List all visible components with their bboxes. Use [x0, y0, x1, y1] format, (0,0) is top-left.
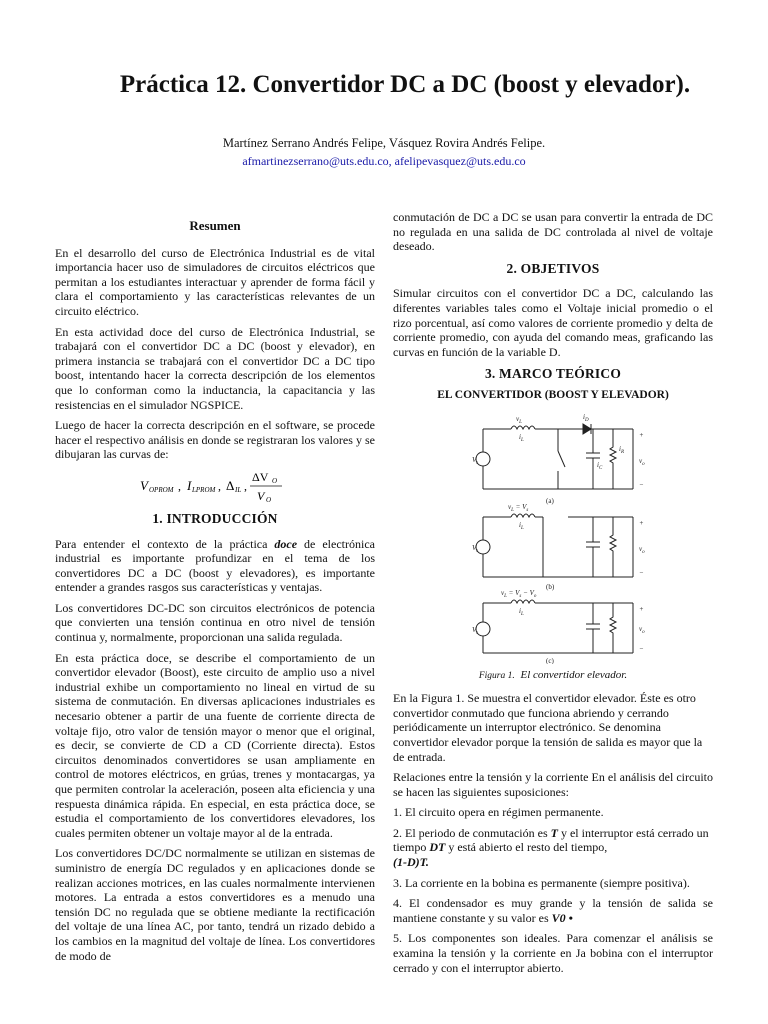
intro-paragraph: Para entender el contexto de la práctica doce de electrónica industrial es importante profundizar en el tema de los convertidores DC a DC (boost y elevadores), es importante entender a grandes rasgos sus características y ventajas.: [55, 536, 375, 595]
section-heading-introduccion: 1. INTRODUCCIÓN: [152, 510, 278, 526]
section-heading-objetivos: 2. OBJETIVOS: [506, 260, 600, 276]
formula-i: I: [187, 477, 192, 493]
resumen-paragraph: En esta actividad doce del curso de Electrónica Industrial, se trabajará con el convertidor DC a DC (boost y elevador), en primera instancia se trabajará con el convertidor DC a DC tipo boost, intentando hacer la correcta descripción de los elementos que lo conforman como la inductancia, la capacitancia y las resistencias en el simulador NGSPICE.: [55, 324, 375, 412]
formula-v: V: [140, 477, 148, 493]
svg-text:iL: $i_L$: [519, 520, 524, 531]
label-c: (c): [546, 656, 554, 664]
subsection-heading: EL CONVERTIDOR (BOOST Y ELEVADOR): [437, 388, 669, 401]
switch-a: [558, 451, 565, 467]
svg-text:vo: $v_o$: [639, 456, 645, 467]
inductor-a: [511, 426, 535, 429]
assumption-item: 3. La corriente en la bobina es permanente (siempre positiva).: [393, 875, 690, 890]
svg-text:iL: $i_L$: [519, 606, 524, 617]
svg-text:+: +: [639, 430, 644, 439]
svg-text:iR: $i_R$: [619, 444, 625, 455]
figure-caption: [393, 668, 713, 684]
right-column: [393, 210, 713, 981]
svg-text:vo: $v_o$: [639, 544, 645, 555]
svg-text:vL = Vs − Vo: $v_L = V_s - V_o$: [501, 588, 537, 599]
section-heading-marco-teorico: 3. MARCO TEÓRICO: [484, 366, 622, 382]
paper-title: Práctica 12. Convertidor DC a DC (boost y elevador).: [119, 71, 691, 98]
svg-text:,: ,: [178, 478, 181, 493]
formula-delta: Δ: [226, 477, 235, 493]
label-a: (a): [546, 496, 554, 505]
svg-text:vL = Vs: $v_L = V_s$: [508, 502, 529, 513]
resistor-a: [610, 429, 616, 489]
formula-v-sub: OPROM: [149, 485, 174, 494]
svg-text:,: ,: [244, 478, 247, 493]
svg-text:+: +: [639, 518, 644, 527]
continued-paragraph: conmutación de DC a DC se usan para convertir la entrada de DC no regulada en una salida de DC controlada al nivel de voltaje deseado.: [393, 210, 713, 254]
body-paragraph: Relaciones entre la tensión y la corriente En el análisis del circuito se hacen las siguientes suposiciones:: [393, 770, 713, 799]
circuit-c: [476, 600, 633, 653]
formula-delta-sub: IL: [235, 485, 242, 494]
author-emails[interactable]: afmartinezserrano@uts.edu.co, afelipevasquez@uts.edu.co: [242, 154, 526, 168]
svg-text:+: +: [639, 604, 644, 613]
formula-svg: [140, 468, 290, 504]
svg-text:Vs: $V_s$: [472, 455, 479, 466]
svg-text:Vs: $V_s$: [472, 625, 479, 636]
intro-paragraph: En esta práctica doce, se describe el comportamiento de un convertidor elevador (Boost), este circuito de amplio uso a nivel industrial exhibe un comportamiento no lineal en virtud de su sistema de conmutación. En diversas aplicaciones industriales es necesario obtener a partir de una fuente de corriente directa de voltaje fijo, otro valor de tensión mayor o menor que el original, es decir, se convierte de CD a CD (Corriente directa). Estos circuitos denominados convertidores se usan ampliamente en control de motores eléctricos, en grúas, trenes y montacargas, ya que permiten controlar la aceleración, poseen alta eficiencia y una respuesta dinámica rápida. En especial, en esta práctica doce, se estudia el comportamiento de los convertidores elevadores, los cuales permiten obtener un voltaje mayor al de la entrada.: [55, 650, 375, 840]
svg-text:vo: $v_o$: [639, 624, 645, 635]
label-b: (b): [546, 582, 555, 591]
diode-a: [583, 424, 591, 434]
assumption-item: 1. El circuito opera en régimen permanente.: [393, 805, 604, 820]
svg-text:−: −: [639, 568, 644, 577]
inductor-c: [511, 600, 535, 603]
svg-text:iL: $i_L$: [519, 432, 524, 443]
circuit-b: [476, 514, 633, 577]
intro-paragraph: Los convertidores DC/DC normalmente se utilizan en sistemas de suministro de energía DC regulados y en aplicaciones donde se realizan acciones motrices, en las cuales normalmente intervienen motores. La entrada a estos convertidores es a menudo una tensión DC no regulada que se obtiene mediante la rectificación del voltaje de una línea AC, por tanto, tendrá un rizado debido a los cambios en la magnitud del voltaje de línea. Los convertidores de modo de: [55, 846, 375, 963]
svg-text:iC: $i_C$: [597, 460, 603, 471]
circuit-diagram: [393, 409, 713, 664]
formula-i-sub: LPROM: [192, 485, 216, 494]
formula-frac-den: V: [257, 488, 265, 503]
resumen-paragraph: Luego de hacer la correcta descripción en el software, se procede hacer el respectivo análisis en donde se registraran los valores y se dibujaran las curvas de:: [55, 418, 375, 462]
svg-text:iD: $i_D$: [583, 412, 589, 423]
assumption-item: 5. Los componentes son ideales. Para comenzar el análisis se examina la tensión y la corriente en Ja bobina con el interruptor cerrado y con el interruptor abierto.: [393, 931, 713, 975]
left-column: [55, 216, 375, 969]
authors: Martínez Serrano Andrés Felipe, Vásquez Rovira Andrés Felipe.: [222, 136, 546, 150]
resistor-b: [610, 517, 616, 577]
formula-frac-den-sub: O: [266, 495, 272, 504]
circuit-a: [476, 424, 633, 489]
formula-frac-num: ΔV: [252, 469, 269, 484]
figure-caption-label: Figura 1.: [478, 670, 515, 681]
svg-text:−: −: [639, 644, 644, 653]
svg-text:,: ,: [218, 478, 221, 493]
inductor-b: [511, 514, 535, 517]
svg-text:−: −: [639, 480, 644, 489]
resistor-c: [610, 603, 616, 653]
formula-frac-num-sub: O: [272, 476, 278, 485]
svg-text:Vs: $V_s$: [472, 543, 479, 554]
assumption-item: 4. El condensador es muy grande y la tensión de salida se mantiene constante y su valor es V0 •: [393, 896, 713, 925]
svg-text:vL: $v_L$: [516, 414, 522, 425]
formula-variables: [55, 468, 375, 504]
assumption-item: 2. El periodo de conmutación es T y el interruptor está cerrado un tiempo DT y está abierto el resto del tiempo, (1-D)T.: [393, 825, 709, 870]
intro-paragraph: Los convertidores DC-DC son circuitos electrónicos de potencia que convierten una tensión continua en otro nivel de tensión continua y, normalmente, proporcionan una salida regulada.: [55, 600, 375, 645]
figure-boost-converter: [393, 409, 713, 664]
resumen-heading: Resumen: [189, 218, 241, 233]
figure-caption-text: El convertidor elevador.: [520, 668, 628, 681]
body-paragraph: En la Figura 1. Se muestra el convertidor elevador. Éste es otro convertidor conmutado que funciona abriendo y cerrando periódicamente un interruptor electrónico. Se denomina convertidor elevador porque la tensión de salida es mayor que la de entrada.: [393, 691, 703, 764]
objetivos-paragraph: Simular circuitos con el convertidor DC a DC, calculando las diferentes variables tales como el Voltaje inicial promedio o el rizo porcentual, así como valores de corriente promedio y delta de corriente promedio, con ayuda del comando meas, graficando las curvas en función de la variable D.: [393, 286, 713, 359]
resumen-paragraph: En el desarrollo del curso de Electrónica Industrial es de vital importancia hacer uso de simuladores de circuitos eléctricos que permitan a los estudiantes interactuar y aprender de forma fácil y clara el comportamiento y las características relevantes de un circuito eléctrico.: [55, 245, 375, 318]
